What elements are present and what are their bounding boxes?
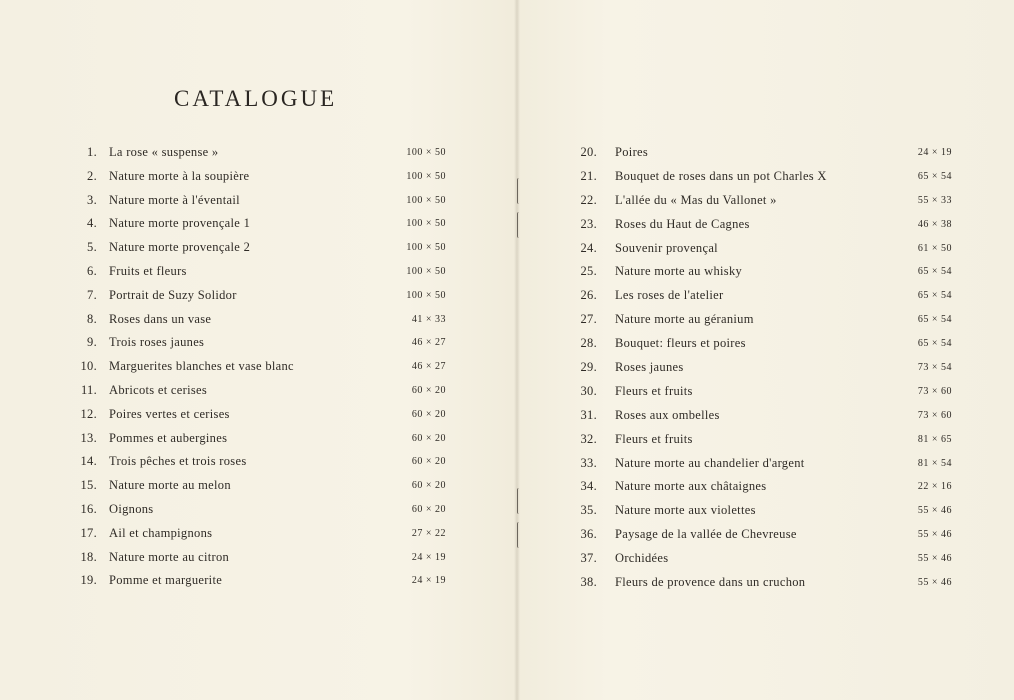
catalogue-entry [60, 191, 460, 215]
entry-number: 14. [80, 454, 97, 469]
entry-title: Roses aux ombelles [615, 407, 720, 422]
entry-number: 8. [87, 311, 97, 326]
entry-dimensions: 60 × 20 [411, 503, 446, 515]
catalogue-entry [60, 286, 460, 310]
entry-dimensions: 60 × 20 [411, 480, 446, 492]
entry-number: 23. [580, 216, 597, 231]
staple-bottom [517, 488, 521, 514]
entry-number: 22. [580, 192, 597, 207]
entry-title: Nature morte aux châtaignes [615, 479, 767, 494]
entry-dimensions: 60 × 20 [411, 456, 446, 468]
catalogue-entry [560, 454, 960, 478]
entry-dimensions: 65 × 54 [917, 314, 952, 326]
catalogue-entry [60, 143, 460, 167]
page-gutter [514, 0, 520, 700]
entry-dimensions: 24 × 19 [411, 551, 446, 563]
catalogue-entry [60, 429, 460, 453]
entry-title: Nature morte au citron [109, 549, 230, 564]
catalogue-entry [560, 477, 960, 501]
catalogue-entry [560, 382, 960, 406]
catalogue-entry [60, 262, 460, 286]
entry-number: 13. [80, 430, 97, 445]
catalogue-entry [560, 215, 960, 239]
entry-title: Poires vertes et cerises [109, 406, 230, 421]
entry-number: 17. [80, 525, 97, 540]
entry-number: 31. [580, 407, 597, 422]
catalogue-entry [60, 571, 460, 595]
entry-number: 18. [80, 549, 97, 564]
entry-title: Roses dans un vase [109, 311, 212, 326]
entry-title: Fleurs et fruits [615, 383, 693, 398]
entry-number: 11. [80, 382, 97, 397]
entry-dimensions: 65 × 54 [917, 266, 952, 278]
entry-dimensions: 46 × 38 [917, 218, 952, 230]
catalogue-entry [60, 524, 460, 548]
catalogue-entry [560, 501, 960, 525]
entry-dimensions: 100 × 50 [406, 194, 446, 206]
entry-title: Nature morte provençale 1 [109, 216, 251, 231]
entry-number: 19. [80, 573, 97, 588]
entry-dimensions: 22 × 16 [917, 481, 952, 493]
entry-number: 29. [580, 360, 597, 375]
entry-dimensions: 61 × 50 [917, 242, 952, 254]
entry-title: La rose « suspense » [109, 145, 219, 159]
catalogue-entry [560, 525, 960, 549]
staple-bottom-lower [517, 522, 521, 548]
catalogue-entry [560, 262, 960, 286]
entry-title: Marguerites blanches et vase blanc [109, 359, 294, 374]
catalogue-entry [560, 286, 960, 310]
entry-number: 10. [80, 359, 97, 374]
entry-dimensions: 65 × 54 [917, 290, 952, 302]
entry-number: 24. [580, 240, 597, 255]
entry-title: Roses du Haut de Cagnes [615, 216, 750, 231]
catalogue-entry [560, 167, 960, 191]
entry-number: 12. [80, 406, 97, 421]
catalogue-entry [60, 357, 460, 381]
entry-dimensions: 81 × 65 [917, 433, 952, 445]
catalogue-entry [60, 167, 460, 191]
staple-top-lower [517, 212, 521, 238]
entry-title: Roses jaunes [615, 360, 684, 375]
page-title: CATALOGUE [174, 86, 338, 111]
entry-dimensions: 100 × 50 [406, 170, 446, 182]
entry-title: Trois roses jaunes [109, 335, 205, 350]
entry-title: Oignons [109, 501, 154, 516]
entry-dimensions: 55 × 46 [917, 529, 952, 541]
entry-dimensions: 24 × 19 [917, 147, 952, 158]
catalogue-entry [560, 239, 960, 263]
catalogue-entry [560, 310, 960, 334]
entry-title: Poires [615, 145, 649, 159]
catalogue-entry [60, 452, 460, 476]
catalogue-entry [560, 143, 960, 167]
entry-title: Orchidées [615, 551, 669, 566]
entry-dimensions: 27 × 22 [411, 527, 446, 539]
entry-number: 15. [80, 478, 97, 493]
entry-dimensions: 81 × 54 [917, 457, 952, 469]
entry-title: Fruits et fleurs [109, 263, 187, 278]
entry-number: 32. [580, 431, 597, 446]
entry-number: 4. [87, 216, 97, 231]
entry-title: Nature morte à l'éventail [109, 192, 240, 207]
entry-number: 5. [87, 240, 97, 255]
entry-title: Nature morte aux violettes [615, 503, 756, 518]
entry-number: 6. [87, 263, 97, 278]
entry-title: Les roses de l'atelier [615, 288, 724, 303]
entry-number: 9. [87, 335, 97, 350]
entry-number: 1. [87, 145, 97, 159]
entry-dimensions: 46 × 27 [411, 337, 446, 349]
entry-dimensions: 100 × 50 [406, 265, 446, 277]
entry-title: L'allée du « Mas du Vallonet » [615, 192, 777, 207]
catalogue-entry [560, 191, 960, 215]
catalogue-entry [560, 573, 960, 597]
catalogue-entry [560, 549, 960, 573]
entry-number: 36. [580, 527, 597, 542]
entry-title: Bouquet: fleurs et poires [615, 336, 746, 351]
catalogue-entry [60, 214, 460, 238]
catalogue-entry [560, 358, 960, 382]
entry-number: 21. [580, 168, 597, 183]
entry-dimensions: 55 × 46 [917, 577, 952, 589]
catalogue-list-left [60, 143, 460, 595]
catalogue-entry [60, 310, 460, 334]
entry-title: Fleurs et fruits [615, 431, 693, 446]
entry-dimensions: 24 × 19 [411, 575, 446, 587]
entry-title: Nature morte au whisky [615, 264, 743, 279]
catalogue-entry [60, 500, 460, 524]
entry-dimensions: 73 × 54 [917, 362, 952, 374]
catalogue-entry [60, 238, 460, 262]
entry-title: Souvenir provençal [615, 240, 718, 255]
entry-dimensions: 41 × 33 [411, 313, 446, 325]
entry-number: 28. [580, 336, 597, 351]
entry-title: Portrait de Suzy Solidor [109, 287, 237, 302]
entry-dimensions: 100 × 50 [406, 147, 446, 158]
entry-dimensions: 100 × 50 [406, 242, 446, 254]
entry-title: Nature morte provençale 2 [109, 240, 251, 255]
catalogue-entry [60, 476, 460, 500]
entry-number: 27. [580, 312, 597, 327]
entry-number: 20. [580, 145, 597, 159]
entry-number: 30. [580, 383, 597, 398]
entry-number: 16. [80, 501, 97, 516]
entry-title: Ail et champignons [109, 525, 213, 540]
catalogue-entry [560, 334, 960, 358]
entry-title: Nature morte au chandelier d'argent [615, 455, 805, 470]
entry-title: Nature morte à la soupière [109, 168, 250, 183]
entry-dimensions: 55 × 46 [917, 505, 952, 517]
entry-number: 7. [87, 287, 97, 302]
entry-dimensions: 73 × 60 [917, 385, 952, 397]
entry-dimensions: 65 × 54 [917, 170, 952, 182]
entry-number: 25. [580, 264, 597, 279]
entry-title: Nature morte au géranium [615, 312, 754, 327]
entry-dimensions: 55 × 46 [917, 553, 952, 565]
entry-title: Abricots et cerises [109, 382, 208, 397]
catalogue-entry [60, 381, 460, 405]
staple-top [517, 178, 521, 204]
catalogue-list-right [560, 143, 960, 597]
entry-title: Trois pêches et trois roses [109, 454, 247, 469]
entry-number: 34. [580, 479, 597, 494]
entry-number: 3. [87, 192, 97, 207]
entry-title: Fleurs de provence dans un cruchon [615, 575, 806, 590]
entry-number: 38. [580, 575, 597, 590]
catalogue-entry [60, 405, 460, 429]
entry-number: 37. [580, 551, 597, 566]
entry-dimensions: 65 × 54 [917, 338, 952, 350]
entry-title: Pomme et marguerite [109, 573, 223, 588]
entry-dimensions: 60 × 20 [411, 384, 446, 396]
entry-dimensions: 100 × 50 [406, 218, 446, 230]
catalogue-entry [560, 430, 960, 454]
entry-number: 2. [87, 168, 97, 183]
entry-number: 26. [580, 288, 597, 303]
catalogue-entry [60, 333, 460, 357]
entry-number: 35. [580, 503, 597, 518]
catalogue-entry [60, 548, 460, 572]
entry-dimensions: 55 × 33 [917, 194, 952, 206]
entry-dimensions: 73 × 60 [917, 409, 952, 421]
entry-title: Paysage de la vallée de Chevreuse [615, 527, 797, 542]
entry-dimensions: 100 × 50 [406, 289, 446, 301]
entry-number: 33. [580, 455, 597, 470]
entry-title: Bouquet de roses dans un pot Charles X [615, 168, 827, 183]
entry-dimensions: 60 × 20 [411, 408, 446, 420]
catalogue-entry [560, 406, 960, 430]
entry-dimensions: 60 × 20 [411, 432, 446, 444]
entry-dimensions: 46 × 27 [411, 361, 446, 373]
entry-title: Pommes et aubergines [109, 430, 228, 445]
entry-title: Nature morte au melon [109, 478, 231, 493]
